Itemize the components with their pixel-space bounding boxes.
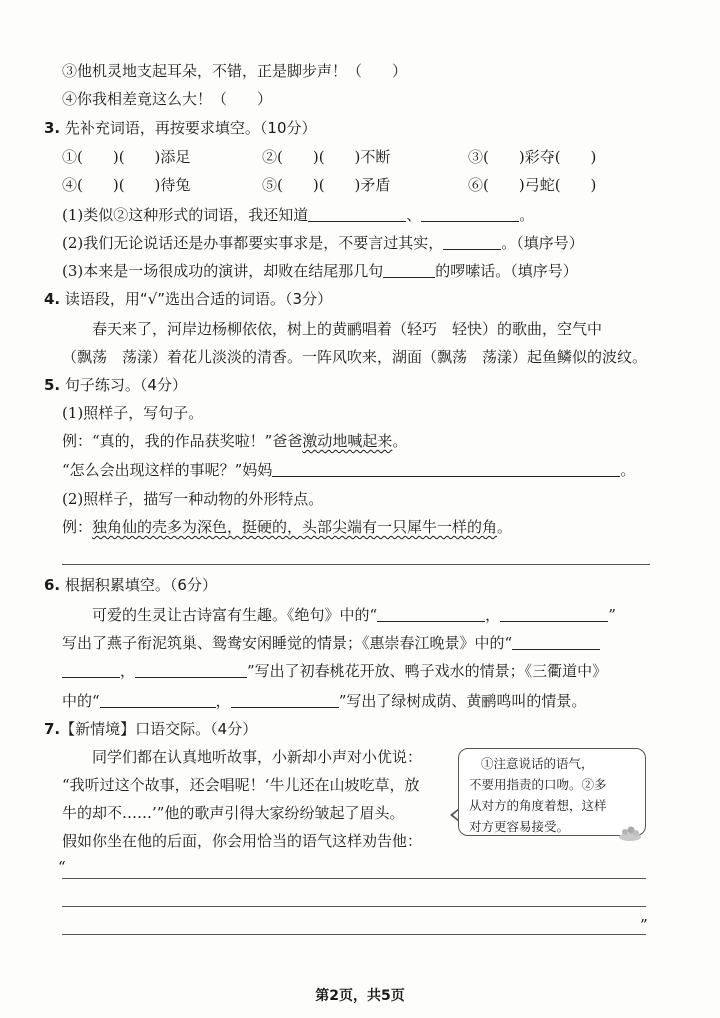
line-3: ③他机灵地支起耳朵，不错，正是脚步声！（ ） [62,62,408,80]
idiom-3: ③( )彩夺( ) [468,148,597,166]
q3-heading: 3. 先补充词语，再按要求填空。（10分） [44,119,317,137]
answer-blank[interactable] [100,691,216,708]
idiom-4: ④( )( )待兔 [62,176,191,194]
answer-blank[interactable] [272,460,620,477]
q3-sub-3: (3)本来是一场很成功的演讲，却败在结尾那几句 的啰嗦话。（填序号） [62,262,578,280]
q6-para-3: ， ”写出了初春桃花开放、鸭子戏水的情景；《三衢道中》 [62,660,680,682]
page-footer: 第2页，共5页 [315,988,405,1004]
answer-line[interactable] [62,878,646,879]
answer-blank[interactable] [135,661,247,678]
answer-blank[interactable] [62,661,120,678]
idiom-2: ②( )( )不断 [262,148,391,166]
answer-blank[interactable] [443,233,501,250]
q6-para-4: 中的“ ， ”写出了绿树成荫、黄鹂鸣叫的情景。 [62,692,587,710]
tip-line-3: 从对方的角度着想，这样 [469,798,607,813]
answer-line[interactable] [62,934,646,935]
line-4: ④你我相差竟这么大！（ ） [62,90,273,108]
q4-para-2: （飘荡 荡漾）着花儿淡淡的清香。一阵风吹来，湖面（飘荡 荡漾）起鱼鳞似的波纹。 [62,348,648,366]
answer-blank[interactable] [231,691,339,708]
idiom-5: ⑤( )( )矛盾 [262,176,391,194]
close-quote: ” [640,916,648,934]
wavy-underline-text: 激动地喊起来 [302,432,393,450]
q3-sub-2: (2)我们无论说话还是办事都要实事求是，不要言过其实， 。（填序号） [62,234,584,252]
q7-para-3: 牛的却不……’”他的歌声引得大家纷纷皱起了眉头。 [62,804,405,822]
wavy-underline-text: 独角仙的壳多为深色，挺硬的，头部尖端有一只犀牛一样的角 [92,518,498,536]
q6-para-1: 可爱的生灵让古诗富有生趣。《绝句》中的“ ， ” [92,606,616,624]
tip-line-1: ①注意说话的语气， [481,756,594,771]
q5-example-2: 例：独角仙的壳多为深色，挺硬的，头部尖端有一只犀牛一样的角。 [62,518,513,536]
q7-heading: 7.【新情境】口语交际。（4分） [44,720,258,738]
q4-para-1: 春天来了，河岸边杨柳依依，树上的黄鹂唱着（轻巧 轻快）的歌曲，空气中 [92,320,603,338]
idiom-1: ①( )( )添足 [62,148,191,166]
q7-para-2: “我听过这个故事，还会唱呢！‘牛儿还在山坡吃草，放 [62,776,420,794]
q7-para-4: 假如你坐在他的后面，你会用恰当的语气这样劝告他： [62,832,423,850]
q5-sub-2: (2)照样子，描写一种动物的外形特点。 [62,490,324,508]
open-quote: “ [58,858,66,876]
q3-sub-1: (1)类似②这种形式的词语，我还知道 、 。 [62,206,535,224]
q5-task-1: “怎么会出现这样的事呢？”妈妈 。 [62,461,636,479]
q4-heading: 4. 读语段，用“√”选出合适的词语。（3分） [44,290,333,308]
q7-para-1: 同学们都在认真地听故事，小新却小声对小优说： [92,748,423,766]
q5-heading: 5. 句子练习。（4分） [44,376,187,394]
q6-para-2: 写出了燕子衔泥筑巢、鸳鸯安闲睡觉的情景；《惠崇春江晚景》中的“ [62,632,680,654]
idiom-6: ⑥( )弓蛇( ) [468,176,597,194]
q5-sub-1: (1)照样子，写句子。 [62,404,204,422]
answer-blank[interactable] [500,605,608,622]
q6-heading: 6. 根据积累填空。（6分） [44,576,217,594]
tip-box [458,748,646,836]
answer-blank[interactable] [383,261,435,278]
decoration-icon [617,825,643,841]
answer-line[interactable] [62,906,646,907]
tip-line-2: 不要用指责的口吻。②多 [469,777,607,792]
new-situation-tag: 【新情境】 [60,720,136,738]
tip-line-4: 对方更容易接受。 [469,819,570,834]
answer-line[interactable] [62,564,650,565]
answer-blank[interactable] [377,605,485,622]
q5-example-1: 例：“真的，我的作品获奖啦！”爸爸激动地喊起来。 [62,432,408,450]
answer-blank[interactable] [421,205,519,222]
answer-blank[interactable] [512,633,600,650]
answer-blank[interactable] [308,205,406,222]
